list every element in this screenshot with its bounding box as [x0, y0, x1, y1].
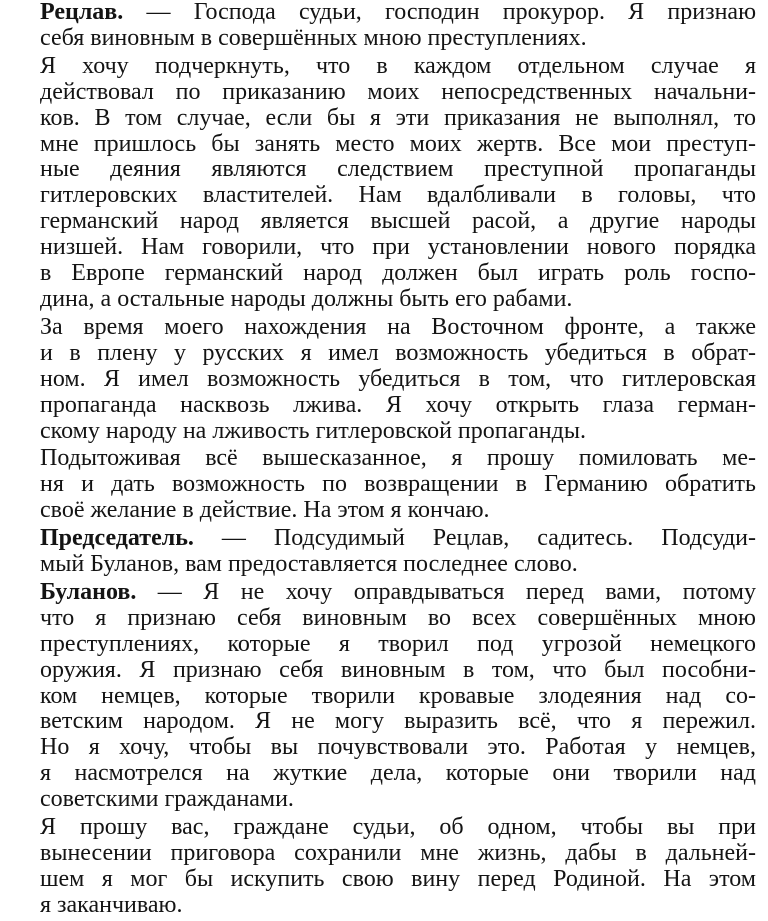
text-line: Я хочу подчеркнуть, что в каждом отдельном случае я [40, 53, 756, 79]
text-line: Но я хочу, чтобы вы почувствовали это. Работая у немцев, [40, 735, 756, 761]
paragraph-bulanov-statement [12, 580, 756, 813]
text-line: гитлеровских властителей. Нам вдалбливали в головы, что [40, 183, 756, 209]
text-line: германский народ является высшей расой, а другие народы [40, 209, 756, 235]
text-line: я насмотрелся на жуткие дела, которые они творили над [40, 761, 756, 787]
text-line: действовал по приказанию моих непосредственных начальни- [40, 79, 756, 105]
text-line: ком немцев, которые творили кровавые злодеяния над со- [40, 683, 756, 709]
text-line: ные деяния являются следствием преступной пропаганды [40, 157, 756, 183]
text-line: оружия. Я признаю себя виновным в том, что был пособни- [40, 657, 756, 683]
text-line: и в плену у русских я имел возможность убедиться в обрат- [40, 340, 756, 366]
text-line: Подытоживая всё вышесказанное, я прошу помиловать ме- [40, 446, 756, 472]
speaker-name: Председатель. [40, 526, 194, 552]
text-line: ном. Я имел возможность убедиться в том, что гитлеровская [40, 366, 756, 392]
text-line: вынесении приговора сохранили мне жизнь, дабы в дальней- [40, 841, 756, 866]
text-line: своё желание в действие. На этом я кончаю. [40, 498, 490, 524]
text-line: скому народу на лживость гитлеровской пропаганды. [40, 418, 586, 444]
paragraph-bulanov-plea [12, 815, 756, 919]
text-line: ков. В том случае, если бы я эти приказания не выполнял, то [40, 105, 756, 131]
text-line: пропаганда насквозь лжива. Я хочу открыть глаза герман- [40, 392, 756, 418]
paragraph-orders [12, 54, 756, 313]
text-line: Я прошу вас, граждане судьи, об одном, чтобы вы при [40, 815, 756, 841]
text-line: себя виновным в совершённых мною преступлениях. [40, 25, 587, 51]
text-line: ня и дать возможность по возвращении в Германию обратить [40, 472, 756, 498]
paragraph-chairman [12, 526, 756, 578]
paragraph-eastern-front [12, 315, 756, 445]
document-page [12, 0, 756, 921]
text-line: советскими гражданами. [40, 787, 294, 813]
text-line: Рецлав. — Господа судьи, господин прокурор. Я признаю [40, 0, 756, 25]
text-line: мне пришлось бы занять место моих жертв. Все мои преступ- [40, 131, 756, 157]
text-line: низшей. Нам говорили, что при установлении нового порядка [40, 235, 756, 261]
text-line: в Европе германский народ должен был играть роль госпо- [40, 261, 756, 287]
paragraph-retslav-statement [12, 0, 756, 52]
text-line: За время моего нахождения на Восточном фронте, а также [40, 314, 756, 340]
paragraph-plea [12, 446, 756, 524]
text-line: преступлениях, которые я творил под угрозой немецкого [40, 631, 756, 657]
text-line: Председатель. — Подсудимый Рецлав, садитесь. Подсуди- [40, 526, 756, 552]
text-line: что я признаю себя виновным во всех совершённых мною [40, 605, 756, 631]
text-line: дина, а остальные народы должны быть его рабами. [40, 286, 573, 312]
text-line: ветским народом. Я не могу выразить всё, что я пережил. [40, 709, 756, 735]
text-line: мый Буланов, вам предоставляется последнее слово. [40, 552, 578, 578]
speaker-name: Буланов. [40, 579, 137, 605]
text-line: шем я мог бы искупить свою вину перед Родиной. На этом [40, 866, 756, 892]
text-line: я заканчиваю. [40, 892, 183, 918]
speaker-name: Рецлав. [40, 0, 124, 25]
text-line: Буланов. — Я не хочу оправдываться перед вами, потому [40, 579, 756, 605]
